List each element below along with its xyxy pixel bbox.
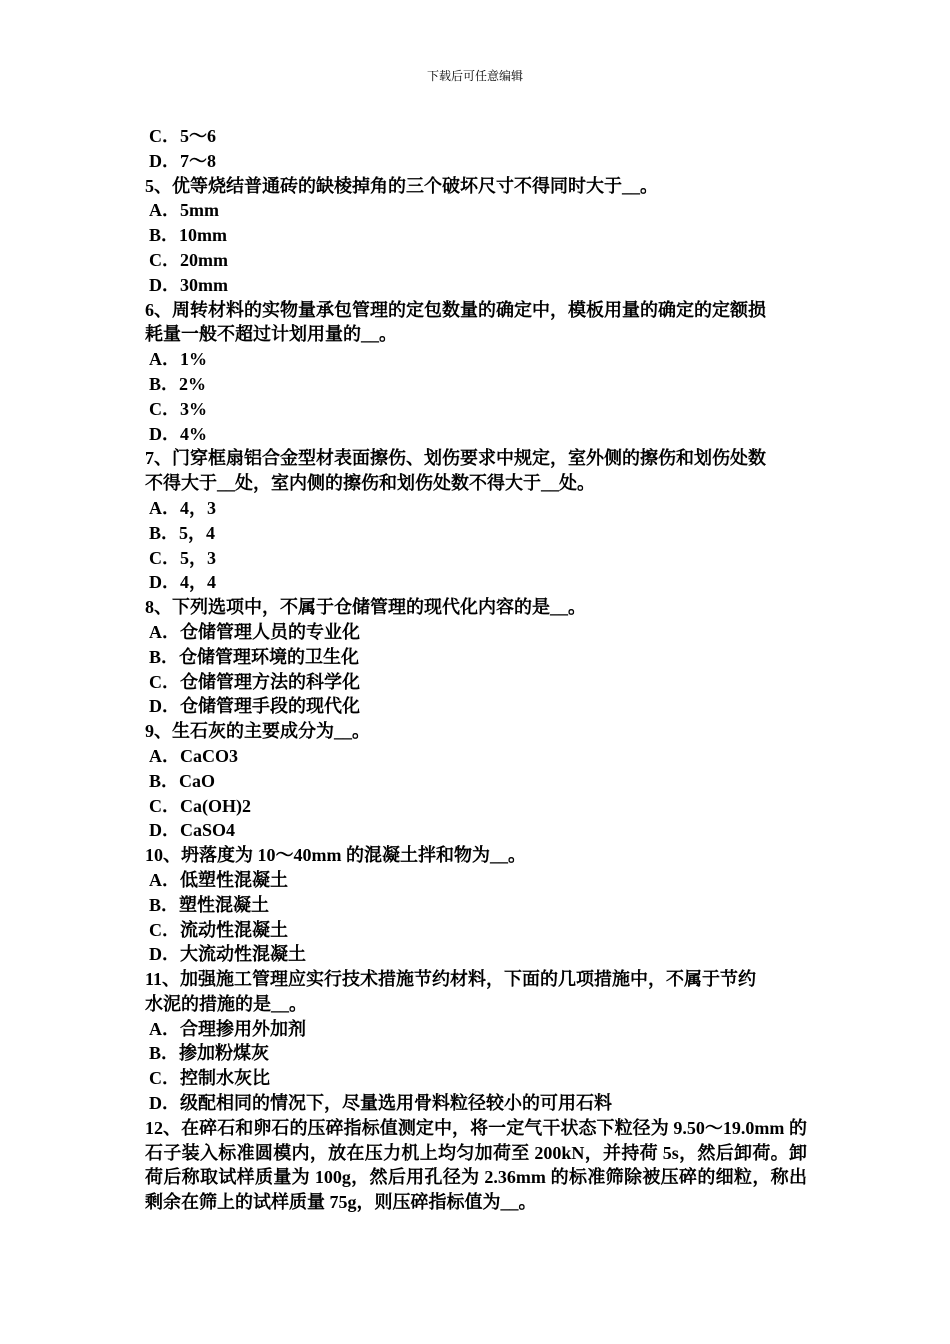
answer-option: A．5mm xyxy=(149,200,219,221)
page-header: 下载后可任意编辑 xyxy=(426,69,523,83)
answer-option: C．仓储管理方法的科学化 xyxy=(149,671,360,692)
answer-option: B．掺加粉煤灰 xyxy=(149,1043,270,1064)
answer-option: C．20mm xyxy=(149,249,228,270)
answer-option: B．5，4 xyxy=(149,522,216,543)
answer-option: A．仓储管理人员的专业化 xyxy=(149,621,360,642)
question-text: 7、门穿框扇铝合金型材表面擦伤、划伤要求中规定，室外侧的擦伤和划伤处数 xyxy=(145,448,766,469)
question-text: 耗量一般不超过计划用量的__。 xyxy=(145,324,397,345)
answer-option: B．塑性混凝土 xyxy=(149,894,270,915)
answer-option: D．大流动性混凝土 xyxy=(149,944,306,965)
answer-option: C．5，3 xyxy=(149,547,216,568)
question-text: 9、生石灰的主要成分为__。 xyxy=(145,721,370,742)
answer-option: A．合理掺用外加剂 xyxy=(149,1018,306,1039)
answer-option: A．4，3 xyxy=(149,497,216,518)
answer-option: D．仓储管理手段的现代化 xyxy=(149,696,360,717)
question-text: 6、周转材料的实物量承包管理的定包数量的确定中，模板用量的确定的定额损 xyxy=(145,299,766,320)
answer-option: A．1% xyxy=(149,349,207,370)
answer-option: B．CaO xyxy=(149,770,216,791)
answer-option: B．仓储管理环境的卫生化 xyxy=(149,646,360,667)
answer-option: A．低塑性混凝土 xyxy=(149,869,288,890)
answer-option: C．控制水灰比 xyxy=(149,1068,270,1089)
question-text: 不得大于__处，室内侧的擦伤和划伤处数不得大于__处。 xyxy=(145,473,595,494)
question-text: 8、下列选项中，不属于仓储管理的现代化内容的是__。 xyxy=(145,597,586,618)
answer-option: B．10mm xyxy=(149,225,227,246)
answer-option: D．CaSO4 xyxy=(149,820,236,841)
answer-option: D．7～8 xyxy=(149,150,216,171)
answer-option: D．级配相同的情况下，尽量选用骨料粒径较小的可用石料 xyxy=(149,1093,612,1114)
question-12-text: 12、在碎石和卵石的压碎指标值测定中，将一定气干状态下粒径为 9.50～19.0mm 的石子装入标准圆模内，放在压力机上均匀加荷至 200kN，并持荷 5s，然后卸荷。卸荷后称取试样质量为 100g，然后用孔径为 2.36mm 的标准筛除被压碎的细粒，称出剩余在筛上的试样质量 75g，则压碎指标值为__。 xyxy=(145,1117,807,1213)
answer-option: C．5～6 xyxy=(149,126,216,146)
question-text: 水泥的措施的是__。 xyxy=(145,993,307,1014)
answer-option: A．CaCO3 xyxy=(149,745,238,766)
question-text: 5、优等烧结普通砖的缺棱掉角的三个破坏尺寸不得同时大于__。 xyxy=(145,175,658,196)
answer-option: C．流动性混凝土 xyxy=(149,919,288,940)
answer-option: C．Ca(OH)2 xyxy=(149,795,251,816)
answer-option: B．2% xyxy=(149,373,207,394)
question-text: 10、坍落度为 10～40mm 的混凝土拌和物为__。 xyxy=(145,845,526,866)
answer-option: D．30mm xyxy=(149,274,228,295)
answer-option: C．3% xyxy=(149,398,207,419)
question-text: 11、加强施工管理应实行技术措施节约材料，下面的几项措施中，不属于节约 xyxy=(145,969,757,990)
document-body xyxy=(145,124,807,1215)
answer-option: D．4% xyxy=(149,423,207,444)
answer-option: D．4，4 xyxy=(149,572,216,593)
